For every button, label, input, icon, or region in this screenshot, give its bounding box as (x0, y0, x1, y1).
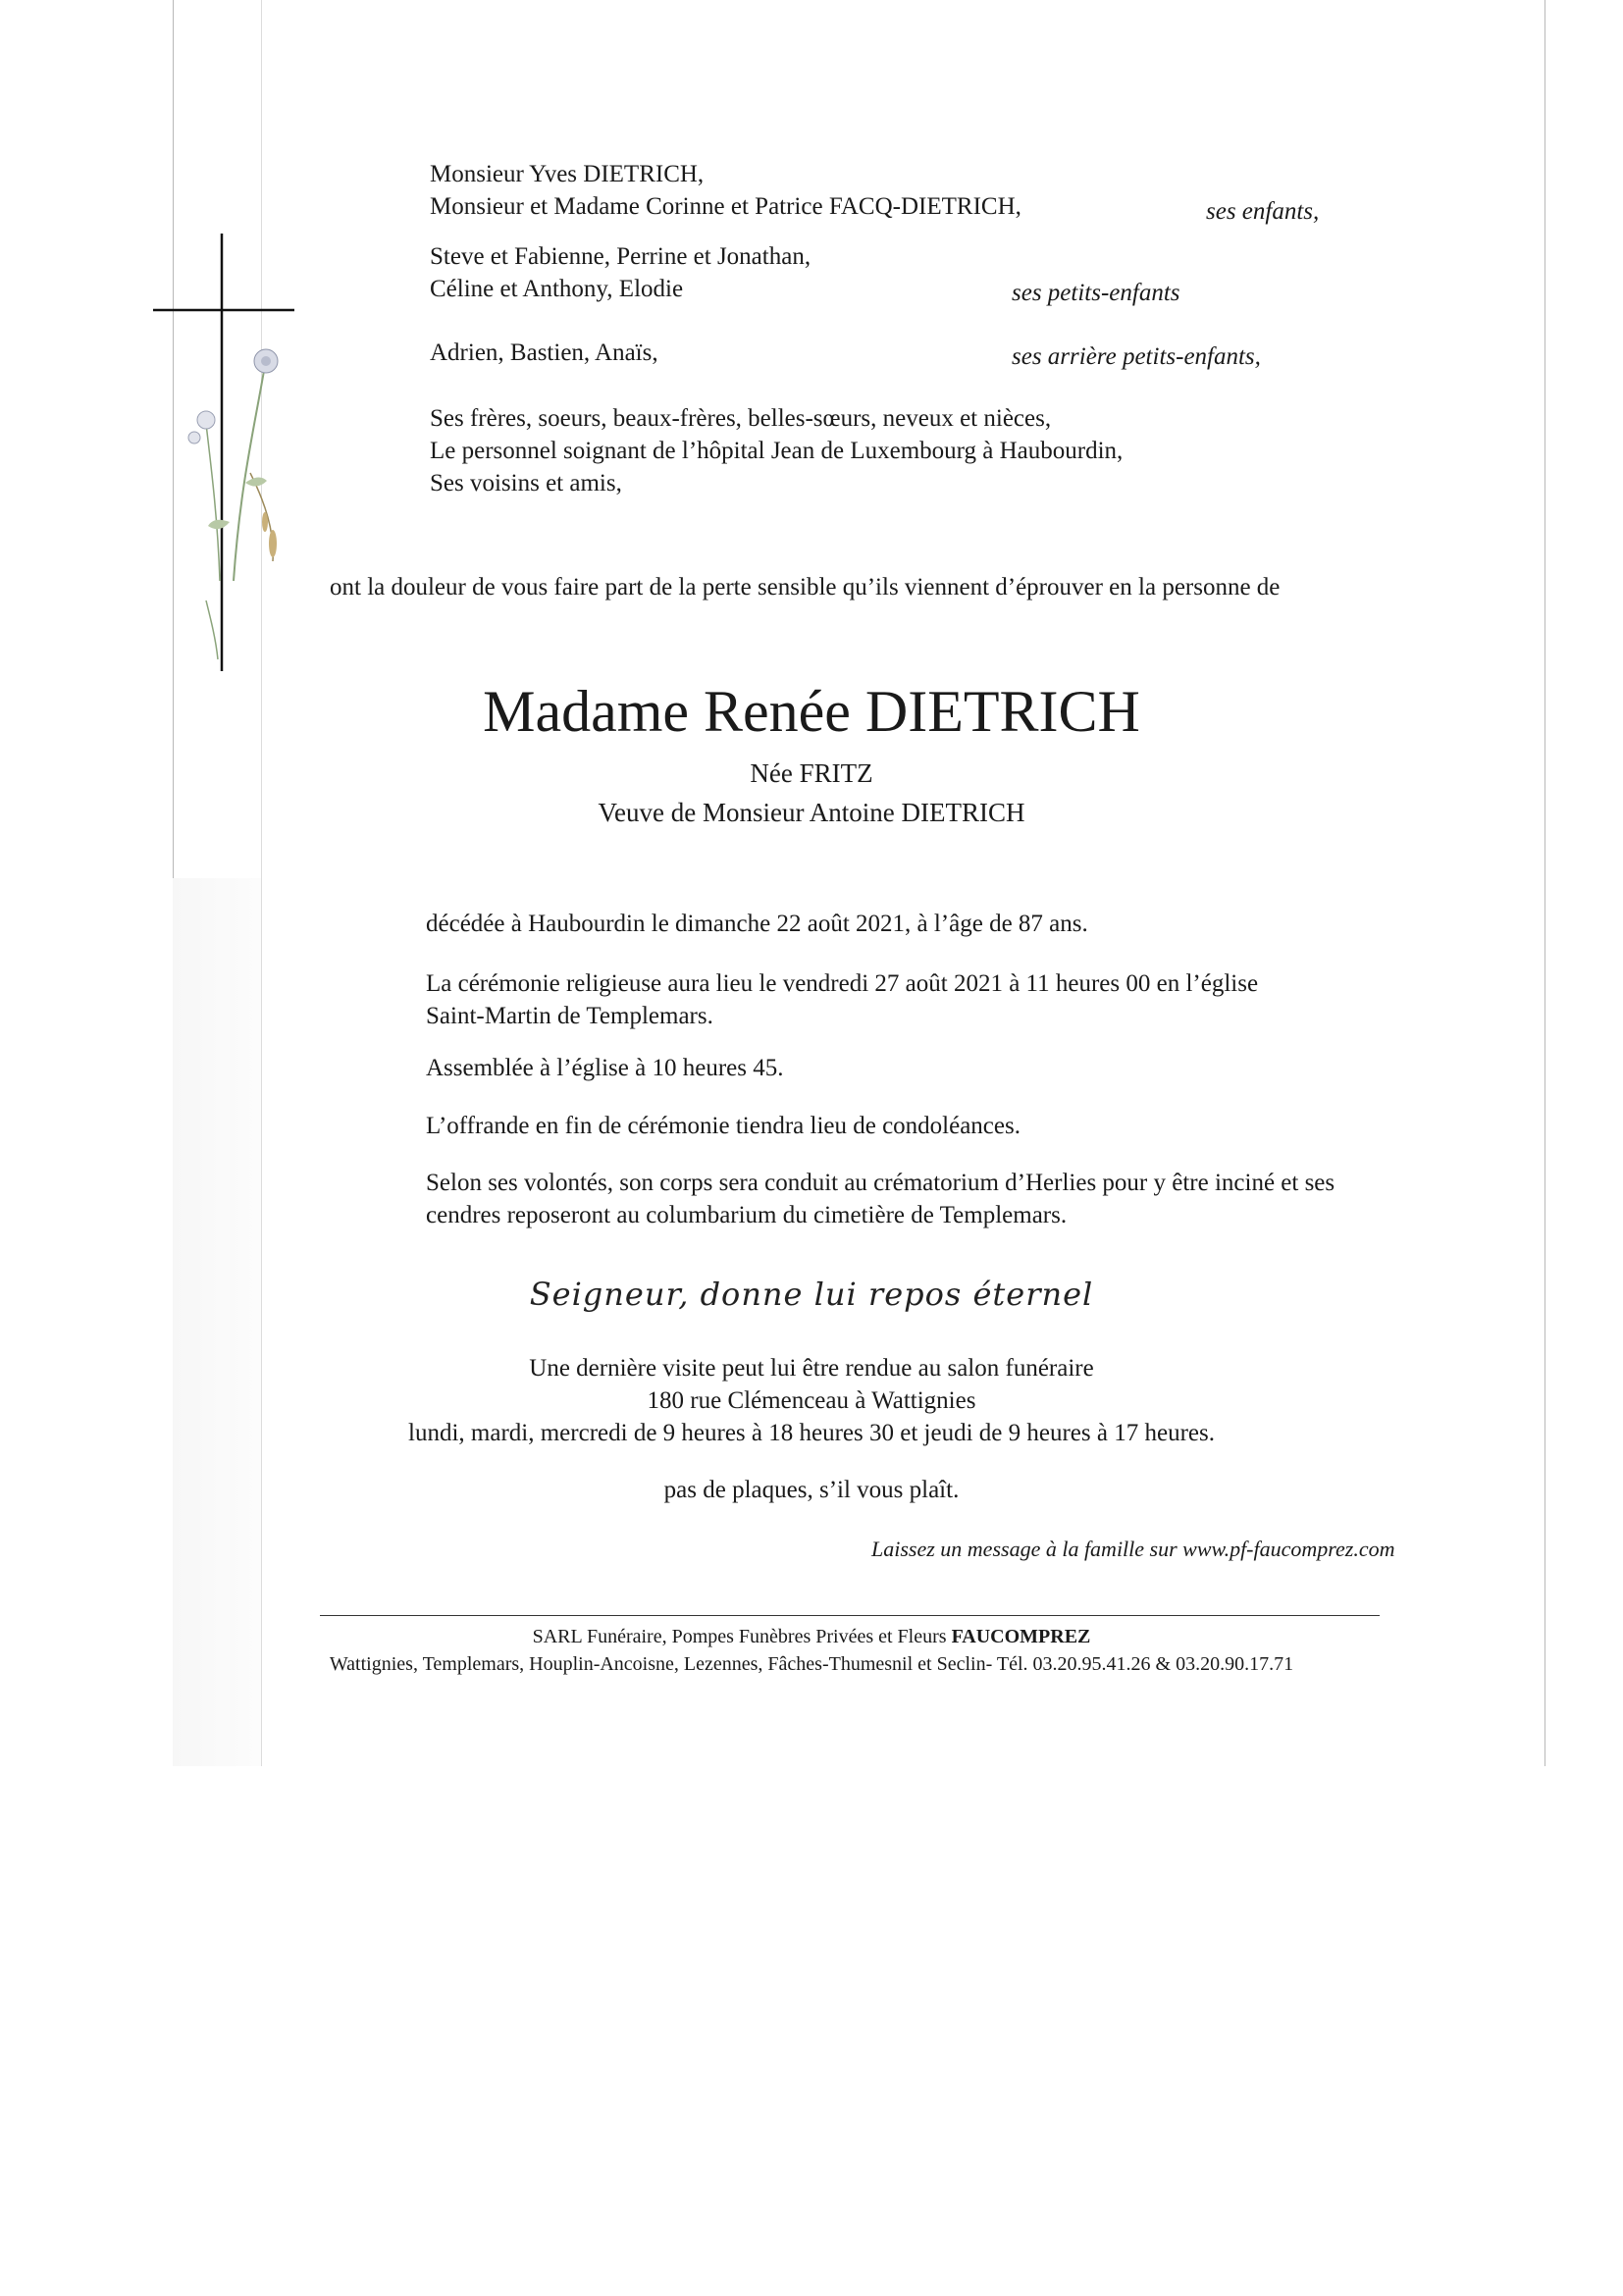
family-daughter: Monsieur et Madame Corinne et Patrice FACQ-DIETRICH, (430, 193, 1021, 220)
assembly-time: Assemblée à l’église à 10 heures 45. (426, 1055, 784, 1081)
grandchildren-line-2: Céline et Anthony, Elodie (430, 276, 684, 302)
wishes-line-1: Selon ses volontés, son corps sera conduit au crématorium d’Herlies pour y être inciné et ses (426, 1170, 1335, 1196)
deceased-name: Madame Renée DIETRICH (483, 679, 1140, 744)
relatives-line: Ses frères, soeurs, beaux-frères, belles-sœurs, neveux et nièces, (430, 405, 1052, 432)
widow-of: Veuve de Monsieur Antoine DIETRICH (598, 798, 1025, 827)
cross-with-flowers-illustration (147, 228, 304, 679)
ceremony-line-2: Saint-Martin de Templemars. (426, 1003, 713, 1029)
great-grandchildren-label: ses arrière petits-enfants, (1012, 343, 1261, 370)
footer-locations: Wattignies, Templemars, Houplin-Ancoisne, Lezennes, Fâches-Thumesnil et Seclin- Tél. 03.20.95.41.26 & 03.20.90.17.71 (329, 1653, 1294, 1675)
visit-address: 180 rue Clémenceau à Wattignies (647, 1387, 976, 1414)
ceremony-line-1: La cérémonie religieuse aura lieu le vendredi 27 août 2021 à 11 heures 00 en l’église (426, 970, 1259, 997)
offering-note: L’offrande en fin de cérémonie tiendra lieu de condoléances. (426, 1113, 1021, 1139)
footer-divider (320, 1615, 1380, 1616)
family-son: Monsieur Yves DIETRICH, (430, 161, 705, 187)
maiden-name: Née FRITZ (750, 758, 873, 788)
announcement: ont la douleur de vous faire part de la perte sensible qu’ils viennent d’éprouver en la personne de (330, 574, 1281, 600)
wishes-line-2: cendres reposeront au columbarium du cimetière de Templemars. (426, 1202, 1068, 1228)
death-notice: décédée à Haubourdin le dimanche 22 août 2021, à l’âge de 87 ans. (426, 911, 1088, 937)
footer-company-name: FAUCOMPREZ (951, 1626, 1091, 1647)
footer-company (0, 1625, 1623, 1648)
great-grandchildren: Adrien, Bastien, Anaïs, (430, 339, 658, 366)
no-plaques: pas de plaques, s’il vous plaît. (663, 1477, 960, 1503)
neighbours-line: Ses voisins et amis, (430, 470, 622, 496)
grandchildren-label: ses petits-enfants (1012, 280, 1180, 306)
footer-company-prefix: SARL Funéraire, Pompes Funèbres Privées et Fleurs (532, 1626, 947, 1647)
visit-line-1: Une dernière visite peut lui être rendue au salon funéraire (529, 1355, 1094, 1382)
prayer: Seigneur, donne lui repos éternel (529, 1276, 1094, 1313)
children-label: ses enfants, (1206, 198, 1320, 225)
caregivers-line: Le personnel soignant de l’hôpital Jean de Luxembourg à Haubourdin, (430, 438, 1124, 464)
prayer-block (0, 1276, 1623, 1313)
grandchildren-line-1: Steve et Fabienne, Perrine et Jonathan, (430, 243, 812, 270)
visit-hours: lundi, mardi, mercredi de 9 heures à 18 heures 30 et jeudi de 9 heures à 17 heures. (408, 1420, 1215, 1446)
message-link: Laissez un message à la famille sur www.pf-faucomprez.com (871, 1537, 1395, 1561)
